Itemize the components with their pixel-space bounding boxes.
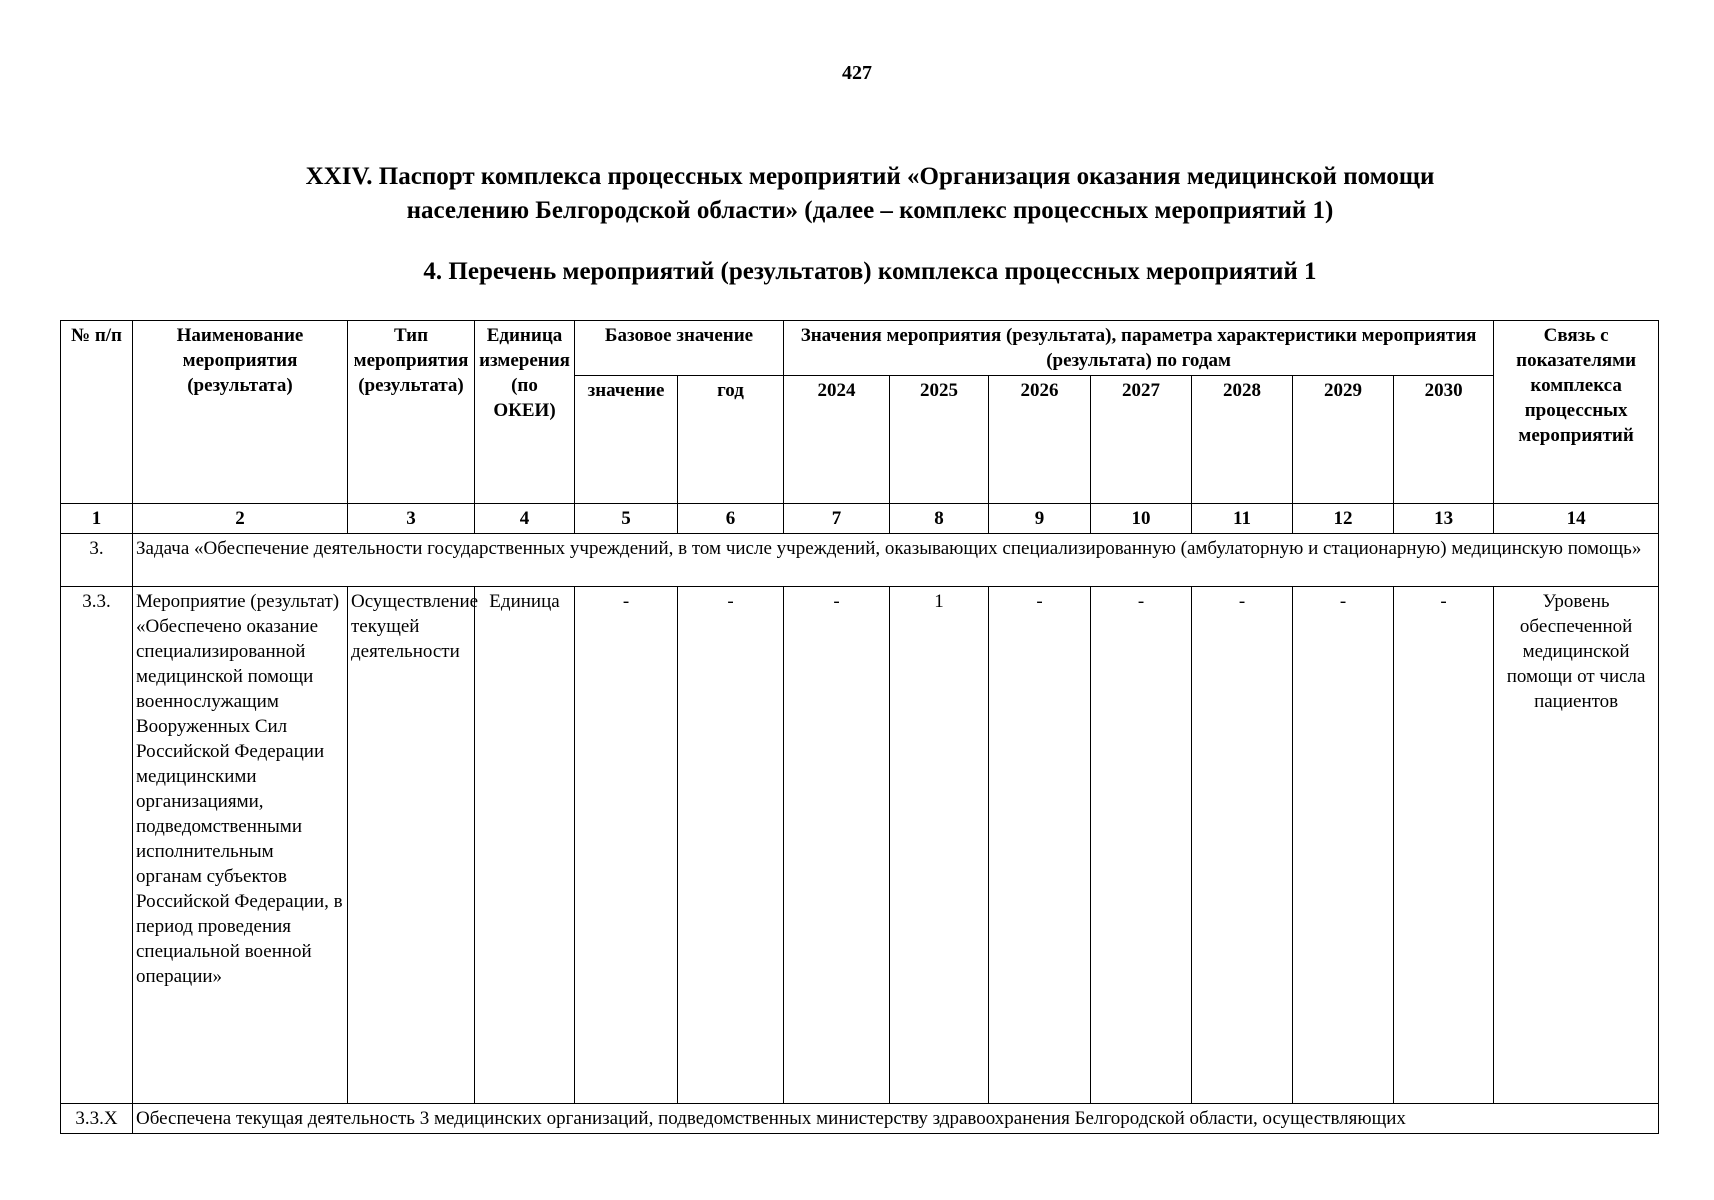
- header-base-year: год: [678, 376, 784, 504]
- item-name: Мероприятие (результат) «Обеспечено оказание специализированной медицинской помощи военнослужащим Вооруженных Сил Российской Федерации медицинскими организациями, подведомственными исполнительным органам субъектов Российской Федерации, в период проведения специальной военной операции»: [133, 587, 348, 1104]
- item-link: Уровень обеспеченной медицинской помощи от числа пациентов: [1494, 587, 1659, 1104]
- column-number: 13: [1394, 504, 1494, 534]
- header-base-value: значение: [575, 376, 678, 504]
- document-title: [140, 160, 1600, 228]
- header-year-2029: 2029: [1293, 376, 1394, 504]
- item-value-2025: 1: [890, 587, 989, 1104]
- column-number: 8: [890, 504, 989, 534]
- document-title-line-2: населению Белгородской области» (далее – комплекс процессных мероприятий 1): [406, 197, 1334, 224]
- item-num: 3.3.: [61, 587, 133, 1104]
- page-number: 427: [842, 62, 872, 84]
- column-number: 7: [784, 504, 890, 534]
- item-type: Осуществление текущей деятельности: [348, 587, 475, 1104]
- column-number: 6: [678, 504, 784, 534]
- header-year-2028: 2028: [1192, 376, 1293, 504]
- item-unit: Единица: [475, 587, 575, 1104]
- header-base: Базовое значение: [575, 321, 784, 376]
- header-row-1: [61, 321, 1659, 376]
- header-year-2027: 2027: [1091, 376, 1192, 504]
- item-base-year: -: [678, 587, 784, 1104]
- measures-table: [60, 320, 1659, 1134]
- item-value-2030: -: [1394, 587, 1494, 1104]
- header-name: Наименование мероприятия (результата): [133, 321, 348, 504]
- column-number: 1: [61, 504, 133, 534]
- header-year-2030: 2030: [1394, 376, 1494, 504]
- task-num: 3.: [61, 534, 133, 587]
- header-type: Тип мероприятия (результата): [348, 321, 475, 504]
- column-number: 12: [1293, 504, 1394, 534]
- header-link: Связь с показателями комплекса процессных мероприятий: [1494, 321, 1659, 504]
- header-year-2024: 2024: [784, 376, 890, 504]
- task-row: [61, 534, 1659, 587]
- item-value-2029: -: [1293, 587, 1394, 1104]
- column-number: 5: [575, 504, 678, 534]
- item-value-2028: -: [1192, 587, 1293, 1104]
- header-unit: Единица измерения (по ОКЕИ): [475, 321, 575, 504]
- subitem-row: [61, 1104, 1659, 1134]
- item-row: [61, 587, 1659, 1104]
- column-number: 10: [1091, 504, 1192, 534]
- header-year-2025: 2025: [890, 376, 989, 504]
- header-num: № п/п: [61, 321, 133, 504]
- task-text: Задача «Обеспечение деятельности государственных учреждений, в том числе учреждений, оказывающих специализированную (амбулаторную и стационарную) медицинскую помощь»: [133, 534, 1659, 587]
- subitem-text: Обеспечена текущая деятельность 3 медицинских организаций, подведомственных министерству здравоохранения Белгородской области, осуществляющих: [133, 1104, 1659, 1134]
- header-year-2026: 2026: [989, 376, 1091, 504]
- header-years-group: Значения мероприятия (результата), параметра характеристики мероприятия (результата) по годам: [784, 321, 1494, 376]
- column-number: 9: [989, 504, 1091, 534]
- column-number: 3: [348, 504, 475, 534]
- column-number: 4: [475, 504, 575, 534]
- item-base-value: -: [575, 587, 678, 1104]
- document-title-line-1: XXIV. Паспорт комплекса процессных мероприятий «Организация оказания медицинской помощи: [305, 163, 1435, 190]
- item-value-2024: -: [784, 587, 890, 1104]
- section-title: 4. Перечень мероприятий (результатов) комплекса процессных мероприятий 1: [423, 258, 1317, 285]
- item-value-2026: -: [989, 587, 1091, 1104]
- column-number: 2: [133, 504, 348, 534]
- column-number: 14: [1494, 504, 1659, 534]
- column-number: 11: [1192, 504, 1293, 534]
- subitem-num: 3.3.Х: [61, 1104, 133, 1134]
- item-value-2027: -: [1091, 587, 1192, 1104]
- column-number-row: [61, 504, 1659, 534]
